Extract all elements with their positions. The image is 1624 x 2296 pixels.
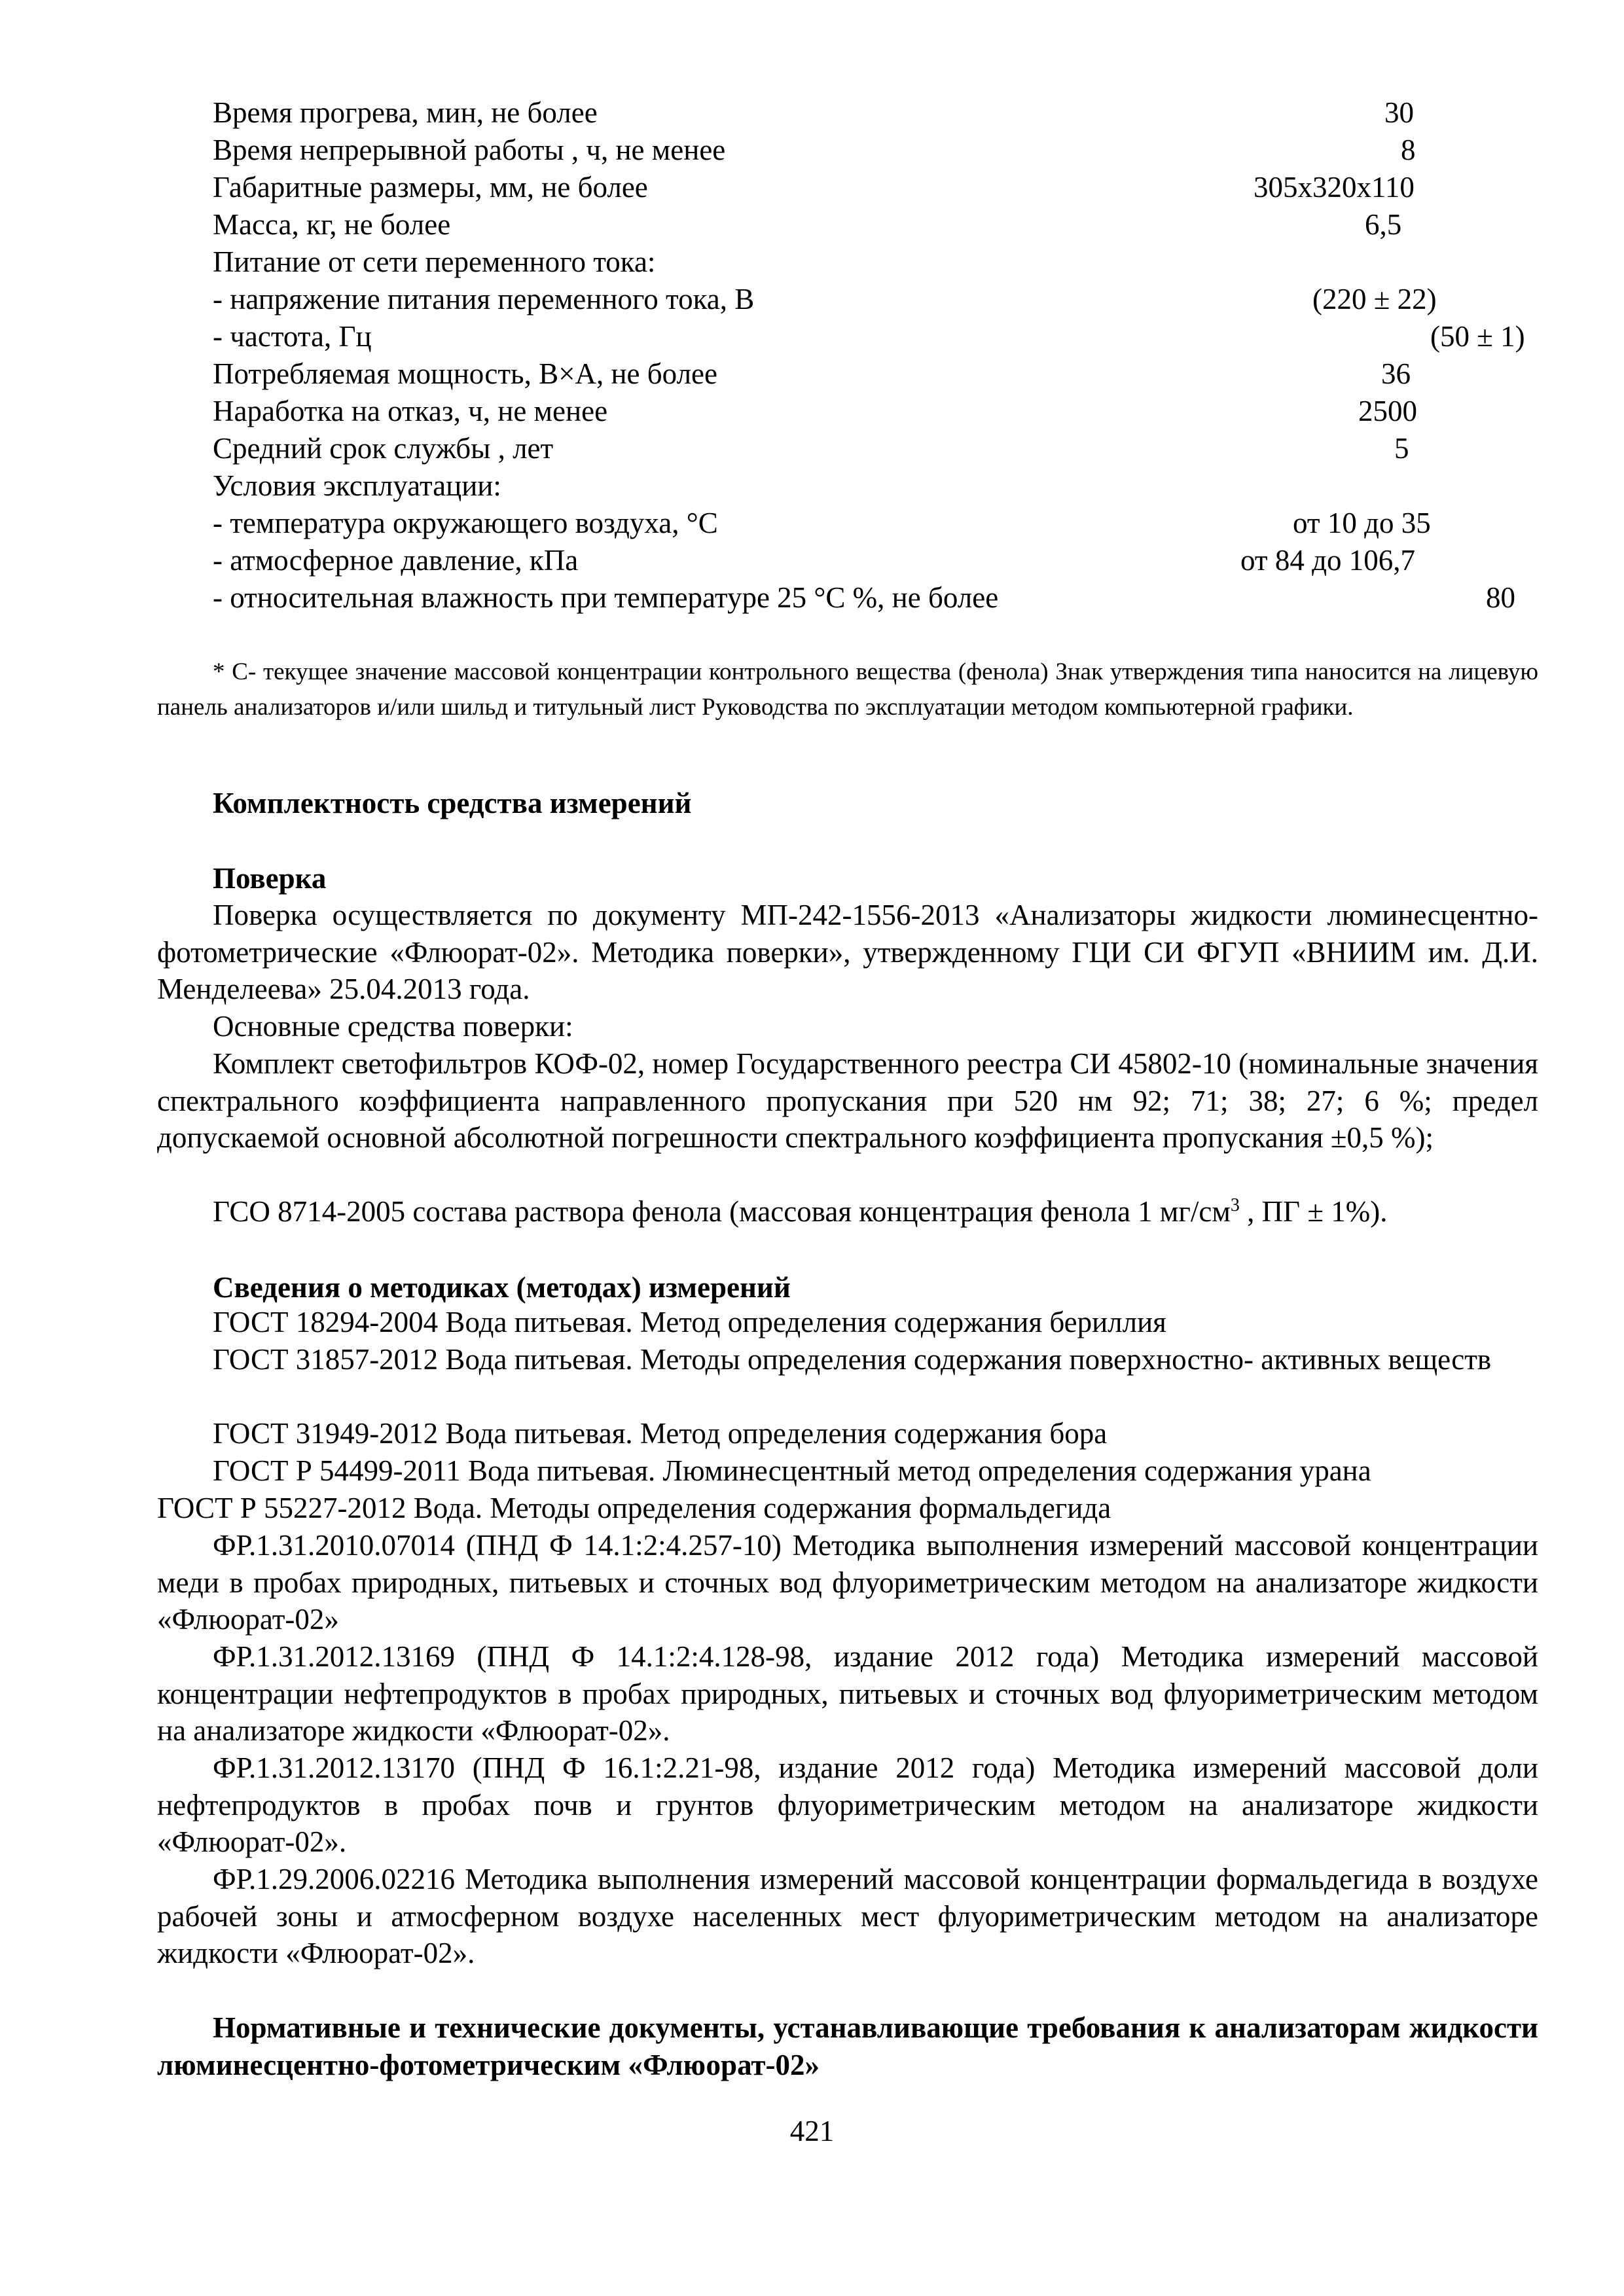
spec-value: (220 ± 22) [1312,283,1437,315]
spec-label: Условия эксплуатации: [213,469,501,502]
method-item: ФР.1.31.2012.13170 (ПНД Ф 16.1:2.21-98, издание 2012 года) Методика измерений массовой доли нефтепродуктов в пробах почв и грунтов флуориметрическим методом на анализаторе жидкости «Флюорат-02». [157,1751,1538,1858]
verification-tools-label: Основные средства поверки: [213,1010,573,1043]
page-number: 421 [789,2115,835,2147]
spec-value: 5 [1394,432,1409,465]
gso-text: ГСО 8714-2005 состава раствора фенола (массовая концентрация фенола 1 мг/см [213,1195,1231,1228]
method-item: ГОСТ 31857-2012 Вода питьевая. Методы определения содержания поверхностно- активных веществ [213,1343,1492,1376]
spec-value: 6,5 [1365,208,1402,241]
heading-completeness: Комплектность средства измерений [213,787,692,819]
method-item: ГОСТ 31949-2012 Вода питьевая. Метод определения содержания бора [213,1417,1108,1450]
footnote: * С- текущее значение массовой концентрации контрольного вещества (фенола) Знак утверждения типа наносится на лицевую панель анализаторов и/или шильд и титульный лист Руководства по эксплуатации методом компьютерной графики. [157,658,1538,721]
spec-label: Средний срок службы , лет [213,432,554,465]
spec-value: (50 ± 1) [1430,320,1525,353]
method-item: ГОСТ 18294-2004 Вода питьевая. Метод определения содержания бериллия [213,1306,1166,1338]
method-item: ФР.1.31.2012.13169 (ПНД Ф 14.1:2:4.128-98, издание 2012 года) Методика измерений массовой концентрации нефтепродуктов в пробах природных, питьевых и сточных вод флуориметрическим методом на анализаторе жидкости «Флюорат-02». [157,1640,1538,1747]
verification-paragraph: Поверка осуществляется по документу МП-242-1556-2013 «Анализаторы жидкости люминесцентно-фотометрические «Флюорат-02». Методика поверки», утвержденному ГЦИ СИ ФГУП «ВНИИМ им. Д.И. Менделеева» 25.04.2013 года. [157,899,1538,1005]
spec-label: Масса, кг, не более [213,208,451,241]
spec-label: Габаритные размеры, мм, не более [213,171,648,204]
verification-filter-set: Комплект светофильтров КОФ-02, номер Государственного реестра СИ 45802-10 (номинальные значения спектрального коэффициента направленного пропускания при 520 нм 92; 71; 38; 27; 6 %; предел допускаемой основной абсолютной погрешности спектрального коэффициента пропускания ±0,5 %); [157,1047,1538,1154]
spec-label: Потребляемая мощность, В×А, не более [213,357,717,390]
method-item: ГОСТ Р 54499-2011 Вода питьевая. Люминесцентный метод определения содержания урана [213,1454,1371,1487]
spec-value: от 84 до 106,7 [1240,544,1415,577]
method-item: ФР.1.31.2010.07014 (ПНД Ф 14.1:2:4.257-10) Методика выполнения измерений массовой концентрации меди в пробах природных, питьевых и сточных вод флуориметрическим методом на анализаторе жидкости «Флюорат-02» [157,1529,1538,1636]
gso-text-tail: , ПГ ± 1%). [1239,1195,1388,1228]
method-item: ГОСТ Р 55227-2012 Вода. Методы определения содержания формальдегида [157,1492,1111,1524]
spec-label: Время непрерывной работы , ч, не менее [213,134,726,166]
spec-label: - атмосферное давление, кПа [213,544,579,577]
spec-value: 305х320х110 [1254,171,1415,204]
spec-label: - температура окружающего воздуха, °С [213,507,718,539]
spec-value: 80 [1486,581,1515,614]
spec-value: от 10 до 35 [1293,507,1431,539]
spec-label: - относительная влажность при температуре 25 °С %, не более [213,581,999,614]
spec-value: 36 [1381,357,1411,390]
spec-label: - частота, Гц [213,320,372,353]
superscript: 3 [1230,1195,1240,1215]
heading-normative: Нормативные и технические документы, устанавливающие требования к анализаторам жидкости люминесцентно-фотометрическим «Флюорат-02» [157,2011,1538,2081]
spec-label: Наработка на отказ, ч, не менее [213,395,608,427]
spec-value: 2500 [1358,395,1417,427]
method-item: ФР.1.29.2006.02216 Методика выполнения измерений массовой концентрации формальдегида в воздухе рабочей зоны и атмосферном воздухе населенных мест флуориметрическим методом на анализаторе жидкости «Флюорат-02». [157,1863,1538,1969]
heading-methods: Сведения о методиках (методах) измерений [213,1271,791,1304]
spec-value: 30 [1384,96,1414,129]
verification-reference-material [157,1193,1538,1230]
spec-label: Питание от сети переменного тока: [213,245,656,278]
spec-value: 8 [1401,134,1416,166]
spec-label: Время прогрева, мин, не более [213,96,598,129]
spec-label: - напряжение питания переменного тока, В [213,283,755,315]
heading-verification: Поверка [213,862,327,895]
